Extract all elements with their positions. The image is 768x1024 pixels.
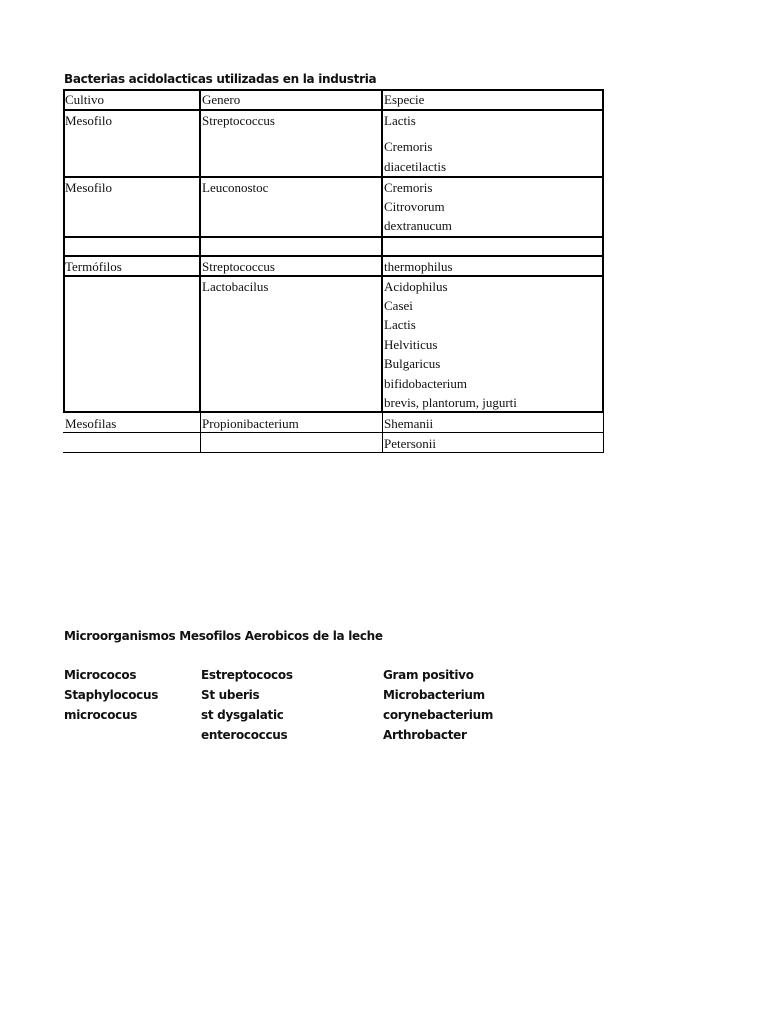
cell-cultivo: Mesofilo: [65, 113, 112, 128]
table-rule: [63, 255, 604, 257]
list-item: Staphylococus: [64, 688, 159, 702]
cell-especie: Acidophilus: [384, 279, 448, 294]
table-rule: [63, 275, 604, 277]
list-item: corynebacterium: [383, 708, 494, 722]
table-border-top: [63, 89, 604, 91]
cell-genero: Streptococcus: [202, 259, 275, 274]
cell-especie: thermophilus: [384, 259, 453, 274]
cell-genero: Propionibacterium: [202, 416, 299, 431]
table-title: Bacterias acidolacticas utilizadas en la industria: [64, 72, 377, 86]
table-rule: [63, 411, 604, 413]
cell-genero: Streptococcus: [202, 113, 275, 128]
cell-cultivo: Mesofilo: [65, 180, 112, 195]
cell-cultivo: Mesofilas: [65, 416, 117, 431]
list-item: Estreptococos: [201, 668, 293, 682]
header-genero: Genero: [202, 92, 241, 107]
table-column-divider: [381, 89, 383, 413]
table-rule: [63, 236, 604, 238]
cell-genero: Leuconostoc: [202, 180, 269, 195]
list-item: Microbacterium: [383, 688, 485, 702]
cell-especie: Lactis: [384, 317, 416, 332]
table-column-divider-thin: [382, 412, 383, 453]
table-border-right-thin: [603, 412, 604, 453]
cell-especie: Bulgaricus: [384, 356, 441, 371]
list-column: [383, 665, 493, 745]
list-item: Micrococos: [64, 668, 137, 682]
second-title: Microorganismos Mesofilos Aerobicos de la leche: [64, 629, 383, 643]
list-item: Arthrobacter: [383, 728, 467, 742]
cell-especie: Petersonii: [384, 436, 436, 451]
list-column: [201, 665, 293, 745]
table-column-divider-thin: [200, 412, 201, 453]
table-column-divider: [199, 89, 201, 413]
cell-especie: diacetilactis: [384, 159, 447, 174]
cell-especie: Cremoris: [384, 180, 433, 195]
header-especie: Especie: [384, 92, 425, 107]
list-item: enterococcus: [201, 728, 288, 742]
header-cultivo: Cultivo: [65, 92, 105, 107]
table-border-right: [602, 89, 604, 413]
cell-especie: Citrovorum: [384, 199, 445, 214]
cell-especie: Cremoris: [384, 139, 433, 154]
cell-especie: dextranucum: [384, 218, 452, 233]
cell-especie: Lactis: [384, 113, 416, 128]
cell-especie: Helviticus: [384, 337, 438, 352]
cell-cultivo: Termófilos: [65, 259, 122, 274]
table-border-bottom: [63, 452, 604, 453]
list-item: Gram positivo: [383, 668, 474, 682]
cell-especie: Casei: [384, 298, 413, 313]
cell-genero: Lactobacilus: [202, 279, 269, 294]
cell-especie: brevis, plantorum, jugurti: [384, 395, 517, 410]
list-column: [64, 665, 158, 725]
list-item: micrococus: [64, 708, 138, 722]
table-rule: [63, 176, 604, 178]
table-border-left: [63, 89, 65, 413]
table-rule: [63, 109, 604, 111]
cell-especie: Shemanii: [384, 416, 434, 431]
cell-especie: bifidobacterium: [384, 376, 468, 391]
table-rule-thin: [63, 432, 604, 433]
list-item: st dysgalatic: [201, 708, 284, 722]
list-item: St uberis: [201, 688, 260, 702]
